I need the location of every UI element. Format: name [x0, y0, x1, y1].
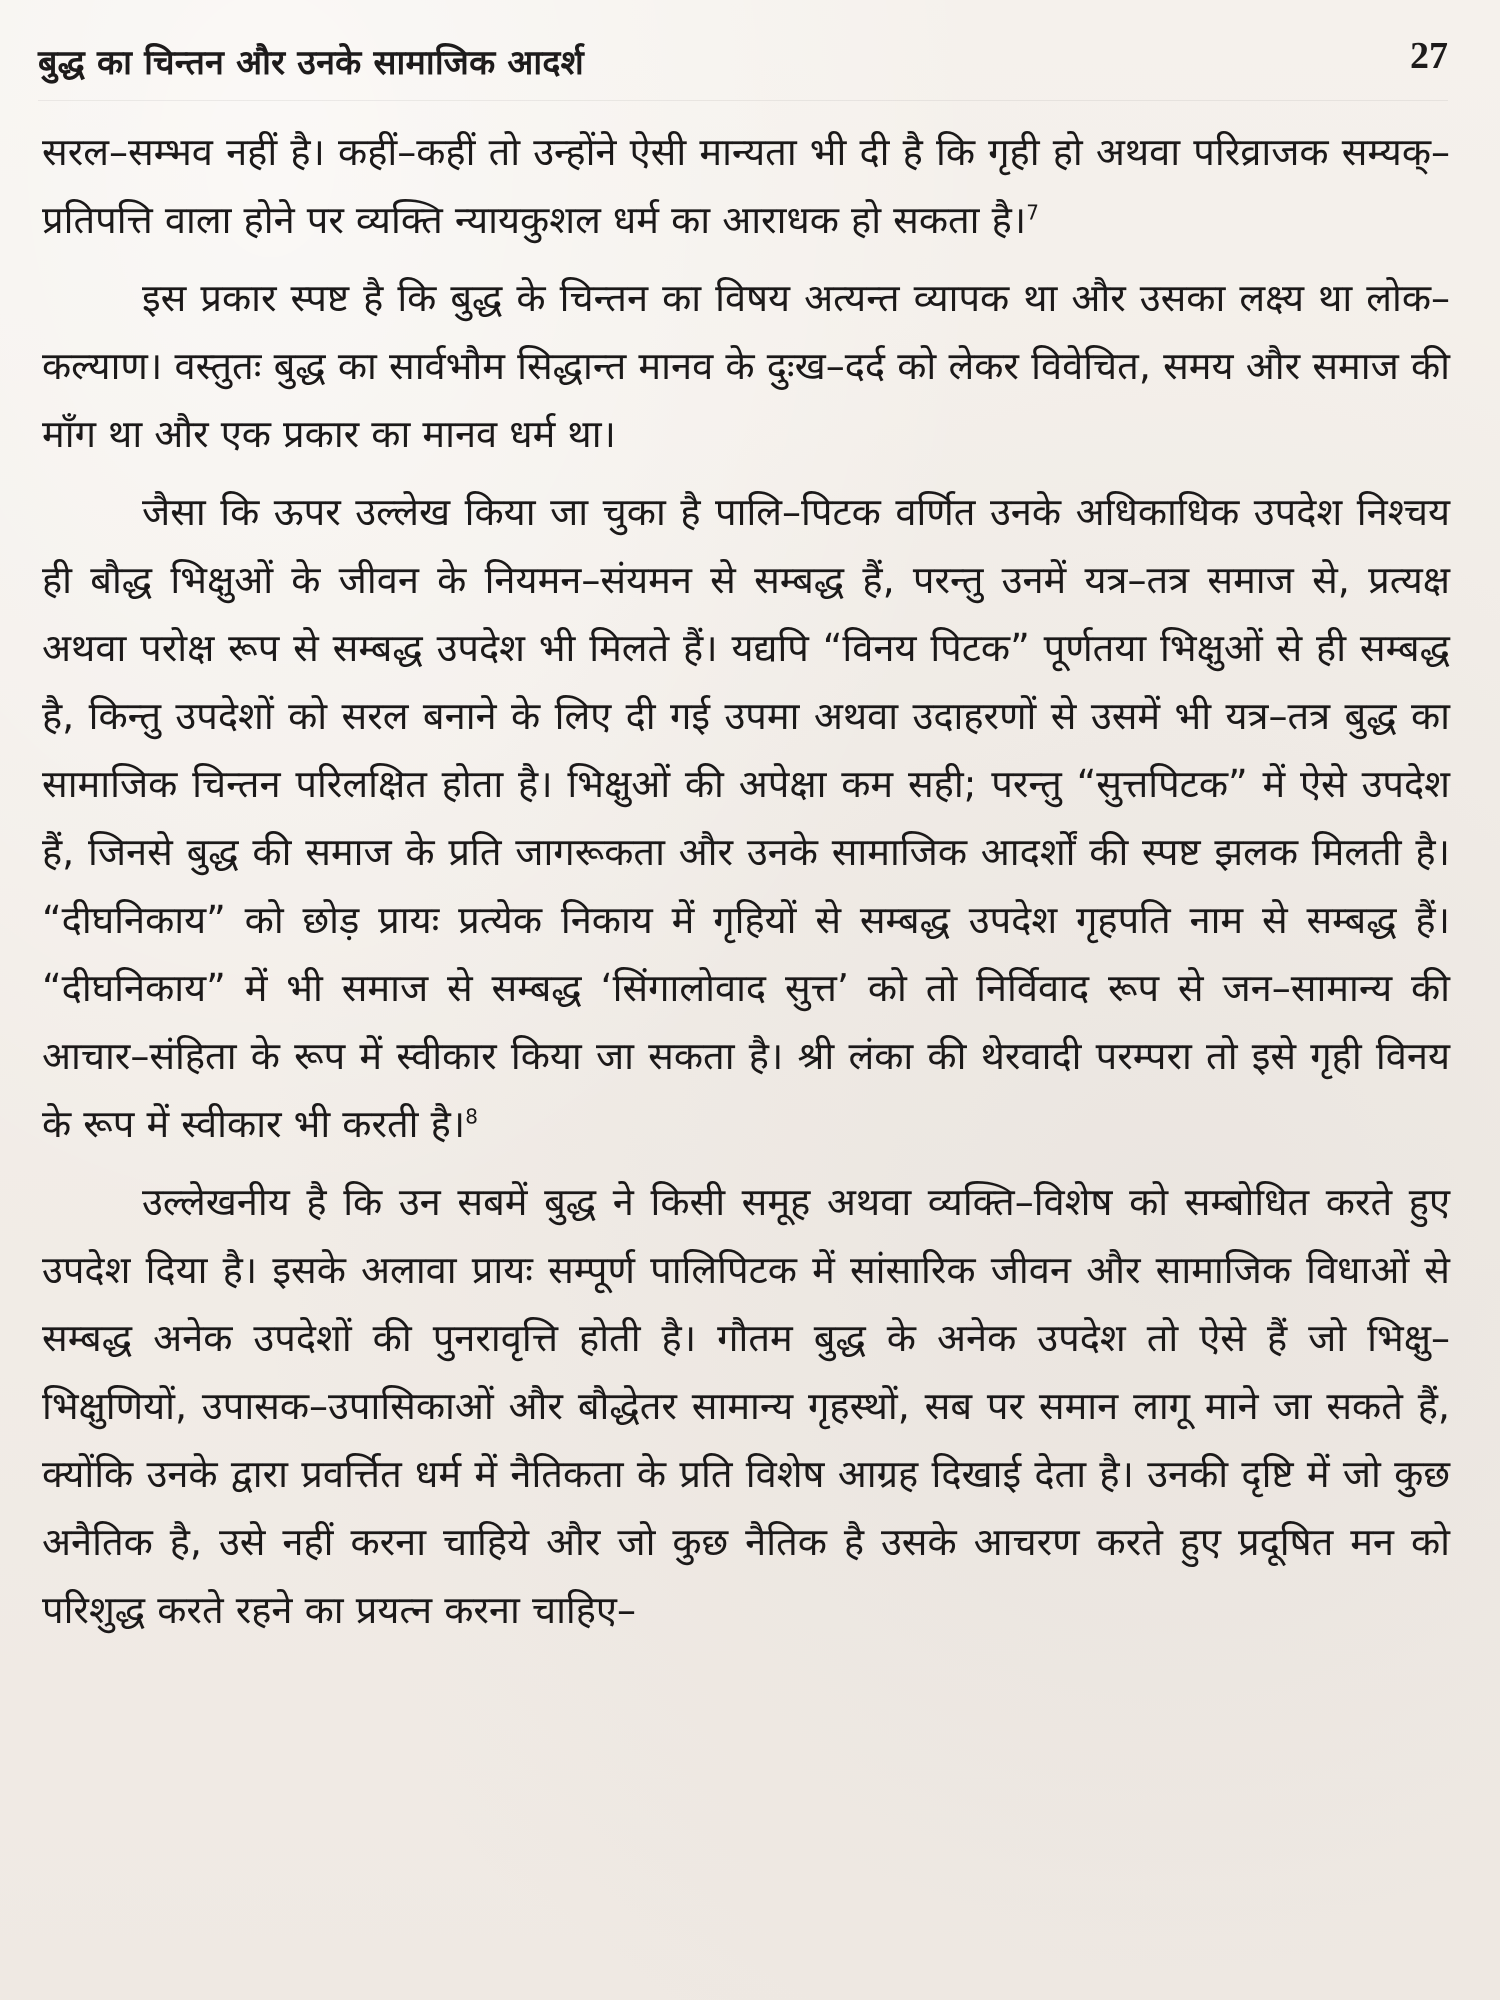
page-header: [38, 34, 1448, 94]
footnote-marker: 8: [465, 1104, 478, 1129]
header-divider: [38, 100, 1448, 101]
paragraph-text: उल्लेखनीय है कि उन सबमें बुद्ध ने किसी समूह अथवा व्यक्ति–विशेष को सम्बोधित करते हुए उपदेश दिया है। इसके अलावा प्रायः सम्पूर्ण पालिपिटक में सांसारिक जीवन और सामाजिक विधाओं से सम्बद्ध अनेक उपदेशों की पुनरावृत्ति होती है। गौतम बुद्ध के अनेक उपदेश तो ऐसे हैं जो भिक्षु–भिक्षुणियों, उपासक–उपासिकाओं और बौद्धेतर सामान्य गृहस्थों, सब पर समान लागू माने जा सकते हैं, क्योंकि उनके द्वारा प्रवर्त्तित धर्म में नैतिकता के प्रति विशेष आग्रह दिखाई देता है। उनकी दृष्टि में जो कुछ अनैतिक है, उसे नहीं करना चाहिये और जो कुछ नैतिक है उसके आचरण करते हुए प्रदूषित मन को परिशुद्ध करते रहने का प्रयत्न करना चाहिए–: [42, 1180, 1450, 1632]
paragraph: [42, 118, 1450, 254]
paragraph-text: सरल–सम्भव नहीं है। कहीं–कहीं तो उन्होंने ऐसी मान्यता भी दी है कि गृही हो अथवा परिव्राजक सम्यक्–प्रतिपत्ति वाला होने पर व्यक्ति न्यायकुशल धर्म का आराधक हो सकता है।: [42, 130, 1450, 242]
running-title: बुद्ध का चिन्तन और उनके सामाजिक आदर्श: [38, 43, 584, 83]
paragraph: [42, 1168, 1450, 1644]
page-number: 27: [1410, 35, 1448, 77]
footnote-marker: 7: [1026, 200, 1039, 225]
paragraph: [42, 478, 1450, 1158]
body-text: [42, 118, 1450, 1654]
paragraph-text: इस प्रकार स्पष्ट है कि बुद्ध के चिन्तन का विषय अत्यन्त व्यापक था और उसका लक्ष्य था लोक–कल्याण। वस्तुतः बुद्ध का सार्वभौम सिद्धान्त मानव के दुःख–दर्द को लेकर विवेचित, समय और समाज की माँग था और एक प्रकार का मानव धर्म था।: [42, 276, 1450, 456]
paragraph: [42, 264, 1450, 468]
paragraph-text: जैसा कि ऊपर उल्लेख किया जा चुका है पालि–पिटक वर्णित उनके अधिकाधिक उपदेश निश्चय ही बौद्ध भिक्षुओं के जीवन के नियमन–संयमन से सम्बद्ध हैं, परन्तु उनमें यत्र–तत्र समाज से, प्रत्यक्ष अथवा परोक्ष रूप से सम्बद्ध उपदेश भी मिलते हैं। यद्यपि “विनय पिटक” पूर्णतया भिक्षुओं से ही सम्बद्ध है, किन्तु उपदेशों को सरल बनाने के लिए दी गई उपमा अथवा उदाहरणों से उसमें भी यत्र–तत्र बुद्ध का सामाजिक चिन्तन परिलक्षित होता है। भिक्षुओं की अपेक्षा कम सही; परन्तु “सुत्तपिटक” में ऐसे उपदेश हैं, जिनसे बुद्ध की समाज के प्रति जागरूकता और उनके सामाजिक आदर्शों की स्पष्ट झलक मिलती है। “दीघनिकाय” को छोड़ प्रायः प्रत्येक निकाय में गृहियों से सम्बद्ध उपदेश गृहपति नाम से सम्बद्ध हैं। “दीघनिकाय” में भी समाज से सम्बद्ध ‘सिंगालोवाद सुत्त’ को तो निर्विवाद रूप से जन–सामान्य की आचार–संहिता के रूप में स्वीकार किया जा सकता है। श्री लंका की थेरवादी परम्परा तो इसे गृही विनय के रूप में स्वीकार भी करती है।: [42, 490, 1450, 1146]
